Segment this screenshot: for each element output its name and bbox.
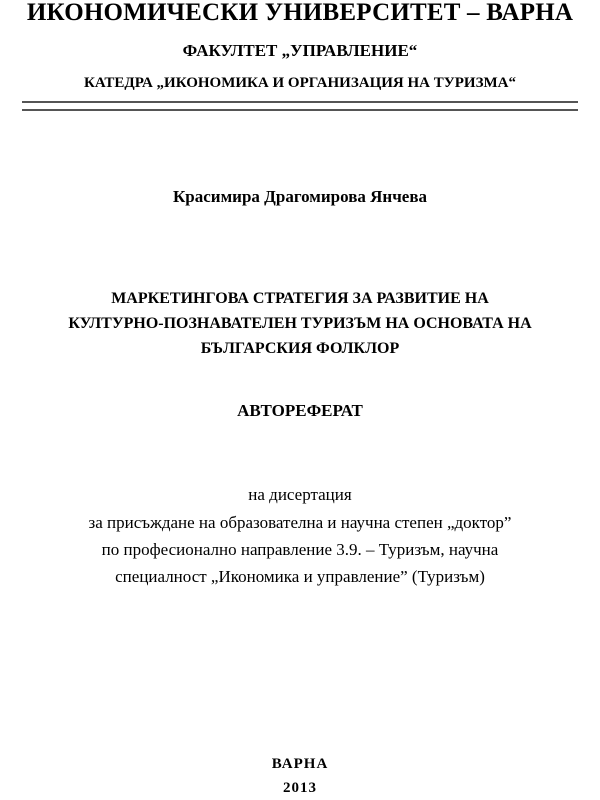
author-name: Красимира Драгомирова Янчева	[172, 187, 428, 206]
document-type: АВТОРЕФЕРАТ	[237, 401, 363, 420]
subtitle-line-1: на дисертация	[248, 485, 352, 504]
faculty-name: ФАКУЛТЕТ „УПРАВЛЕНИЕ“	[182, 41, 418, 60]
subtitle-line-4: специалност „Икономика и управление” (Туризъм)	[115, 567, 485, 586]
subtitle-line-3: по професионално направление 3.9. – Туризъм, научна	[101, 540, 499, 559]
department-name: КАТЕДРА „ИКОНОМИКА И ОРГАНИЗАЦИЯ НА ТУРИЗМА“	[84, 75, 516, 91]
university-name: ИКОНОМИЧЕСКИ УНИВЕРСИТЕТ – ВАРНА	[26, 0, 574, 26]
subtitle-line-2: за присъждане на образователна и научна степен „доктор”	[88, 513, 512, 532]
year: 2013	[283, 780, 317, 796]
header-divider	[22, 101, 578, 111]
dissertation-title-line-2: КУЛТУРНО-ПОЗНАВАТЕЛЕН ТУРИЗЪМ НА ОСНОВАТА НА	[68, 315, 532, 332]
city: ВАРНА	[271, 756, 329, 772]
dissertation-title-line-1: МАРКЕТИНГОВА СТРАТЕГИЯ ЗА РАЗВИТИЕ НА	[111, 290, 489, 307]
dissertation-title-line-3: БЪЛГАРСКИЯ ФОЛКЛОР	[200, 340, 400, 357]
